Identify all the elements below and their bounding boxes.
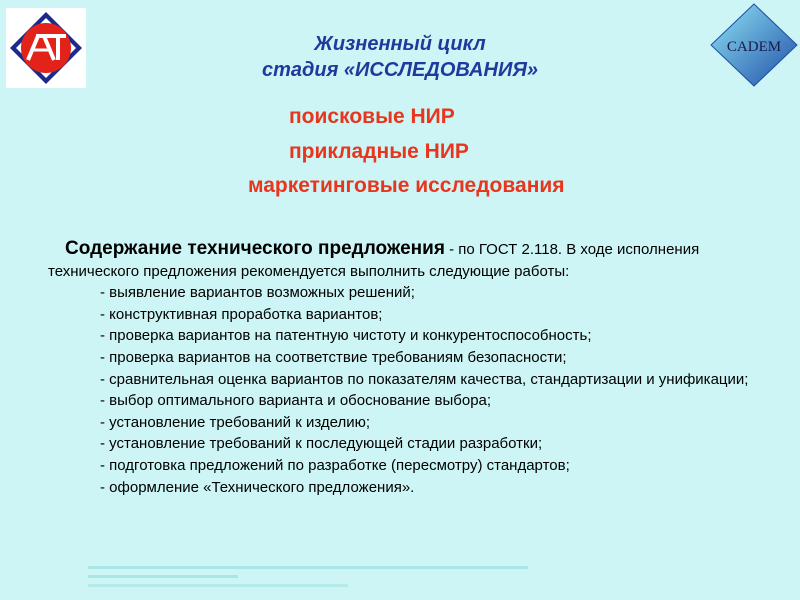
title-line-1: Жизненный цикл: [314, 33, 486, 55]
footer-lines: [88, 564, 568, 592]
list-item: - оформление «Технического предложения».: [100, 478, 415, 496]
list-item: - установление требований к последующей стадии разработки;: [100, 435, 543, 453]
list-item: - установление требований к изделию;: [100, 413, 371, 431]
list-item: - проверка вариантов на соответствие требованиям безопасности;: [100, 348, 567, 366]
list-item: - выбор оптимального варианта и обоснование выбора;: [100, 392, 492, 410]
list-item: - подготовка предложений по разработке (пересмотру) стандартов;: [100, 456, 570, 474]
content-intro-paragraph: [48, 238, 788, 282]
content-intro: - по ГОСТ 2.118. В ходе исполнения технического предложения рекомендуется выполнить следующие работы:: [48, 241, 700, 280]
topic-applied-research: прикладные НИР: [289, 140, 469, 163]
list-item: - сравнительная оценка вариантов по показателям качества, стандартизации и унификации;: [100, 370, 749, 388]
topic-search-research: поисковые НИР: [289, 105, 455, 128]
topic-marketing-research: маркетинговые исследования: [248, 174, 565, 197]
list-item: - конструктивная проработка вариантов;: [100, 305, 383, 323]
technical-proposal-content: [48, 238, 788, 498]
title-line-2: стадия «ИССЛЕДОВАНИЯ»: [261, 59, 539, 81]
footer-faint-text: [88, 564, 568, 595]
list-item: - проверка вариантов на патентную чистоту и конкурентоспособность;: [100, 327, 592, 345]
list-item: - выявление вариантов возможных решений;: [100, 284, 415, 302]
content-heading: Содержание технического предложения: [65, 238, 445, 259]
cadem-logo-text: CADEM: [726, 39, 782, 55]
